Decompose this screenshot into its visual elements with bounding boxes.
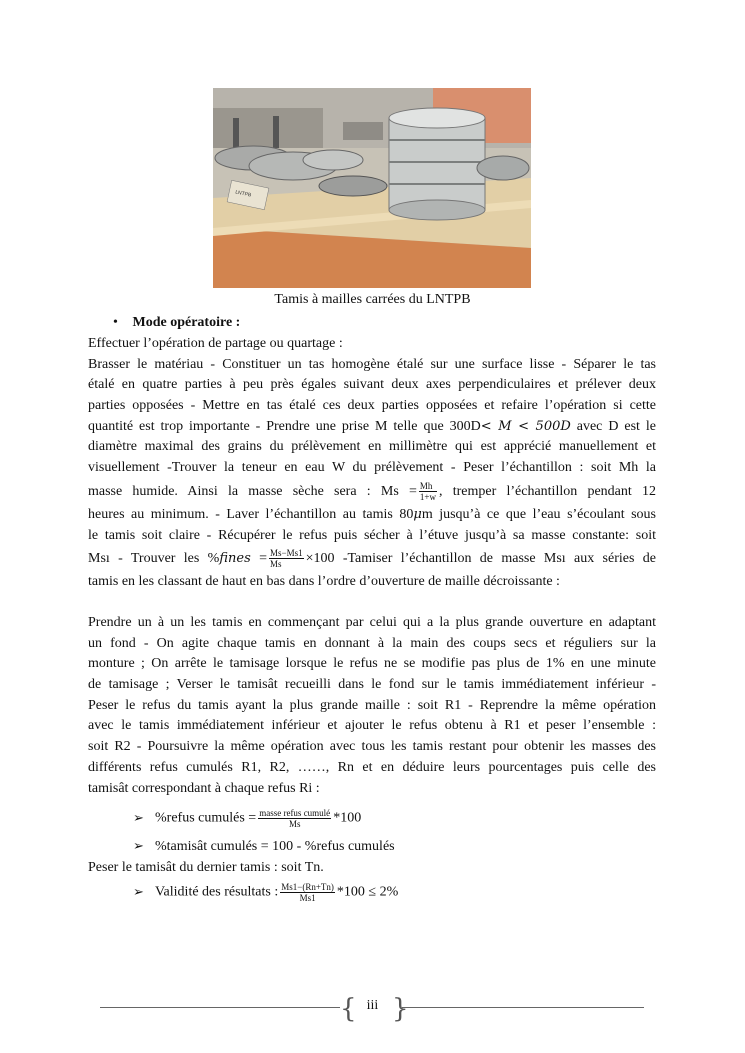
figure-caption: Tamis à mailles carrées du LNTPB — [274, 292, 471, 307]
fraction-fines — [269, 548, 304, 569]
formula-1-left: %refus cumulés = — [155, 810, 257, 826]
tn-text: Peser le tamisât du dernier tamis : soit Tn. — [88, 860, 324, 875]
p1-line-2: Brasser le matériau - Constituer un tas homogène étalé sur une surface lisse - Séparer le tas — [88, 356, 656, 372]
fraction-mh-over-1w — [419, 481, 437, 502]
mu-symbol: μ — [413, 506, 422, 522]
bullet-dot: • — [113, 315, 118, 330]
p1-line-9b: m jusqu’à ce que l’eau s’écoulant sous — [421, 506, 656, 522]
p1-line-5 — [88, 417, 656, 438]
arrow-bullet-icon: ➢ — [133, 838, 144, 853]
p1-line-5a: quantité est trop importante - Prendre une prise M telle que 300D — [88, 418, 481, 434]
footer-brace-right: } — [392, 994, 409, 1024]
p2-line-5: Peser le refus du tamis ayant la plus grande maille : soit R1 - Reprendre la même opération — [88, 697, 656, 713]
section-heading — [113, 315, 240, 331]
fraction-numerator: Mh — [419, 481, 437, 492]
p1-line-5-inequality: < M < 500D — [480, 418, 571, 434]
arrow-bullet-icon: ➢ — [133, 883, 144, 899]
paragraph-1 — [88, 334, 656, 593]
p1-line-8 — [88, 479, 656, 505]
p2-line-3: monture ; On arrête le tamisage lorsque le refus ne se modifie pas plus de 1% en une minute — [88, 656, 656, 672]
p2-line-4: de tamisage ; Verser le tamisât recueilli dans le fond sur le tamis immédiatement inférieur - — [88, 677, 656, 693]
arrow-bullet-icon: ➢ — [133, 809, 144, 825]
fines-word: fines — [219, 551, 251, 567]
fraction-numerator: masse refus cumulé — [259, 808, 331, 818]
p2-line-6: avec le tamis immédiatement inférieur et ajouter le refus obtenu à R1 et peser l’ensemble : — [88, 718, 656, 734]
label-card-text: LNTPB — [234, 189, 252, 199]
p1-line-6: diamètre maximal des grains du prélèvement en millimètre qui est apprécié manuellement et — [88, 439, 656, 455]
formula-refus-cumules — [133, 808, 361, 829]
fraction-validite — [280, 882, 335, 903]
p2-line-7: soit R2 - Poursuivre la même opération avec tous les tamis restant pour obtenir les masses des — [88, 739, 656, 755]
p1-line-9 — [88, 505, 656, 526]
tn-line — [88, 858, 656, 879]
p1-line-11a: Msı - Trouver les % — [88, 551, 220, 567]
p2-line-9: tamisât correspondant à chaque refus Ri : — [88, 780, 320, 796]
formula-3-right: *100 ≤ 2% — [336, 884, 399, 900]
p1-line-5c: avec D est le — [570, 418, 656, 434]
p1-line-12: tamis en les classant de haut en bas dans l’ordre d’ouverture de maille décroissante : — [88, 574, 560, 590]
footer-brace-left: { — [340, 994, 357, 1024]
p1-line-8b: , tremper l’échantillon pendant 12 — [439, 483, 656, 499]
p2-line-2: un fond - On agite chaque tamis en donnant à la main des coups secs et réguliers sur la — [88, 635, 656, 651]
p1-line-7: visuellement -Trouver la teneur en eau W du prélèvement - Peser l’échantillon : soit Mh la — [88, 460, 656, 476]
p1-line-11 — [88, 546, 656, 572]
p1-line-11b: ×100 -Tamiser l’échantillon de masse Msı aux séries de — [305, 551, 656, 567]
formula-1-right: *100 — [333, 810, 362, 826]
fraction-numerator: Ms1−(Rn+Tn) — [281, 882, 334, 892]
page-number: iii — [366, 998, 379, 1013]
formula-validite — [133, 882, 398, 903]
fraction-refus — [258, 808, 331, 829]
p1-line-1: Effectuer l’opération de partage ou quartage : — [88, 336, 343, 351]
p2-line-8: différents refus cumulés R1, R2, ……, Rn et en déduire leurs pourcentages puis celle des — [88, 759, 656, 775]
formula-2-text: %tamisât cumulés = 100 - %refus cumulés — [155, 839, 395, 854]
p1-line-11-eq: = — [250, 551, 267, 567]
fraction-denominator: Ms — [270, 559, 282, 570]
sieves-illustration — [213, 88, 531, 288]
p1-line-4: parties opposées - Mettre en tas étalé ces deux parties opposées et refaire l’opération si cette — [88, 398, 656, 414]
section-title: Mode opératoire : — [132, 315, 241, 330]
p1-line-10: le tamis soit claire - Récupérer le refus puis sécher à l’étuve jusqu’à sa masse constante: soit — [88, 527, 656, 543]
fraction-numerator: Ms−Ms1 — [270, 548, 303, 559]
paragraph-2 — [88, 613, 656, 799]
fraction-denominator: 1+w — [419, 492, 436, 503]
formula-3-left: Validité des résultats : — [155, 884, 279, 900]
fraction-denominator: Ms — [288, 819, 301, 829]
p1-line-3: étalé en quatre parties à peu près égales suivant deux axes perpendiculaires et prélever deux — [88, 377, 656, 393]
formula-tamisat-cumules — [133, 838, 395, 855]
p1-line-8a: masse humide. Ainsi la masse sèche sera : Ms = — [88, 483, 417, 499]
fraction-denominator: Ms1 — [299, 893, 316, 903]
p2-line-1: Prendre un à un les tamis en commençant par celui qui a la plus grande ouverture en adaptant — [88, 615, 656, 630]
sieves-photo — [213, 88, 531, 288]
p1-line-9a: heures au minimum. - Laver l’échantillon au tamis 80 — [88, 506, 414, 522]
